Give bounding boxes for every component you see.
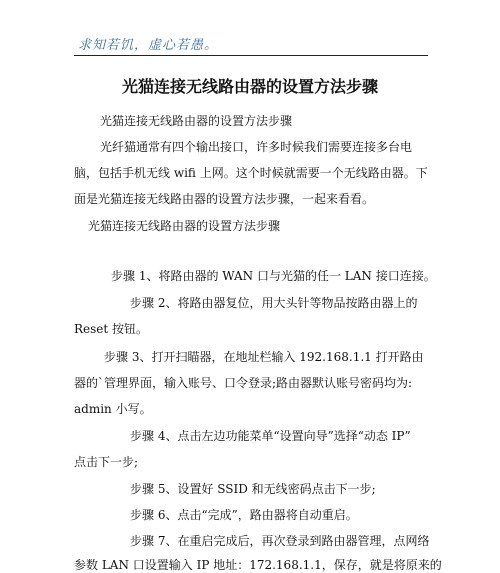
paragraph-line: 光纤猫通常有四个输出接口，许多时候我们需要连接多台电 [100, 140, 413, 154]
step-line: 步骤 4、点击左边功能菜单“设置向导”选择“动态 IP” [130, 429, 411, 443]
step-line: 点击下一步; [74, 455, 139, 469]
document-title: 光猫连接无线路由器的设置方法步骤 [121, 77, 378, 96]
header-motto: 求知若饥，虚心若愚。 [78, 38, 219, 53]
step-line: Reset 按钮。 [74, 322, 149, 336]
step-line: 参数 LAN 口设置输入 IP 地址：172.168.1.1，保存，就是将原来的 [74, 558, 442, 572]
header-rule [74, 55, 428, 56]
paragraph-line: 面是光猫连接无线路由器的设置方法步骤，一起来看看。 [74, 192, 375, 206]
step-line: 步骤 3、打开扫瞄器，在地址栏输入 192.168.1.1 打开路由 [104, 350, 424, 364]
step-line: 器的`管理界面，输入账号、口令登录;路由器默认账号密码均为: [74, 376, 413, 390]
step-line: 步骤 6、点击“完成”，路由器将自动重启。 [130, 508, 358, 522]
step-line: 步骤 7、在重启完成后，再次登录到路由器管理，点网络 [130, 534, 430, 548]
step-line: 步骤 1、将路由器的 WAN 口与光猫的任一 LAN 接口连接。 [111, 269, 436, 283]
step-line: admin 小写。 [74, 402, 152, 416]
paragraph-line: 脑，包括手机无线 wifi 上网。这个时候就需要一个无线路由器。下 [74, 166, 428, 180]
step-line: 步骤 2、将路由器复位，用大头针等物品按路由器上的 [130, 296, 418, 310]
section-heading: 光猫连接无线路由器的设置方法步骤 [100, 114, 293, 128]
section-heading: 光猫连接无线路由器的设置方法步骤 [88, 219, 281, 233]
step-line: 步骤 5、设置好 SSID 和无线密码点击下一步; [130, 482, 376, 496]
